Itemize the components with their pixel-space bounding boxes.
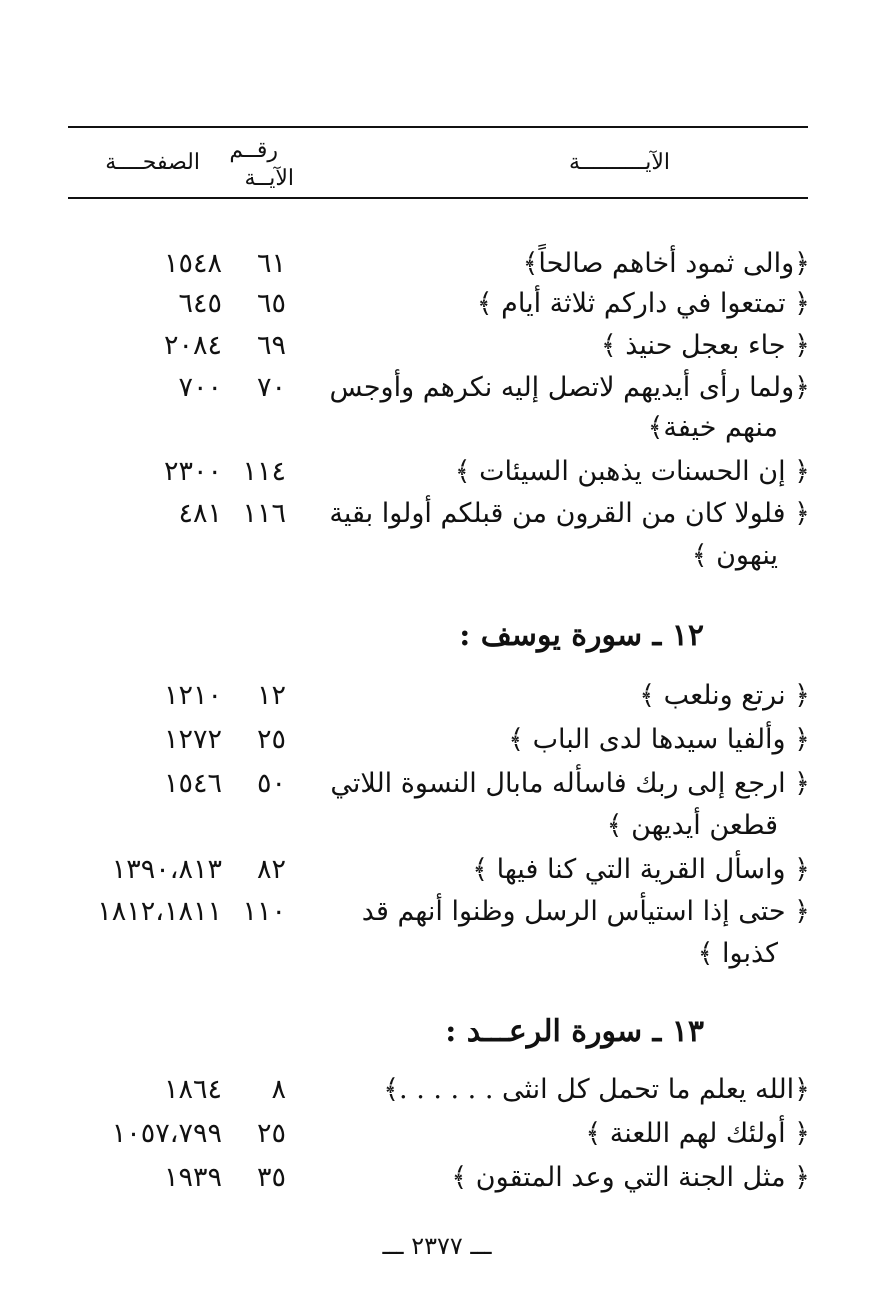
page-number: ٢٠٨٤ <box>163 330 222 361</box>
header-ayah-top: رقــم <box>229 138 278 163</box>
table-row <box>0 806 874 846</box>
table-row <box>0 1070 874 1110</box>
table-row <box>0 892 874 932</box>
top-rule <box>68 126 808 128</box>
ayah-number: ١١٤ <box>242 456 286 487</box>
verse-text-continuation: منهم خيفة﴾ <box>647 412 778 443</box>
verse-text: ﴿ واسأل القرية التي كنا فيها ﴾ <box>472 854 810 885</box>
header-verse: الآيــــــــــة <box>568 150 670 175</box>
ayah-number: ٨ <box>271 1074 286 1105</box>
table-row <box>0 850 874 890</box>
page-number: ١٩٣٩ <box>163 1162 222 1193</box>
table-row <box>0 368 874 408</box>
table-row <box>0 494 874 534</box>
table-row <box>0 284 874 324</box>
verse-text: ﴿ حتى إذا استيأس الرسل وظنوا أنهم قد <box>361 896 810 927</box>
ayah-number: ٢٥ <box>256 724 286 755</box>
table-row <box>0 720 874 760</box>
verse-text: ﴿والى ثمود أخاهم صالحاً﴾ <box>522 248 810 279</box>
ayah-number: ٥٠ <box>256 768 286 799</box>
ayah-number: ١١٦ <box>242 498 286 529</box>
page-number: ١٢١٠ <box>163 680 222 711</box>
ayah-number: ٢٥ <box>256 1118 286 1149</box>
verse-text: ﴿ولما رأى أيديهم لاتصل إليه نكرهم وأوجس <box>329 372 810 403</box>
ayah-number: ٦٩ <box>256 330 286 361</box>
ayah-number: ٦٥ <box>256 288 286 319</box>
surah-heading: ١٢ ـ سورة يوسف : <box>459 618 704 653</box>
verse-text-continuation: قطعن أيديهن ﴾ <box>606 810 778 841</box>
page-number: ٤٨١ <box>178 498 222 529</box>
verse-text: ﴿ إن الحسنات يذهبن السيئات ﴾ <box>454 456 810 487</box>
verse-text: ﴿ أولئك لهم اللعنة ﴾ <box>585 1118 810 1149</box>
page-number: ١٥٤٨ <box>163 248 222 279</box>
header-bottom-rule <box>68 197 808 199</box>
ayah-number: ١١٠ <box>242 896 286 927</box>
page-number: ١٣٩٠،٨١٣ <box>111 854 222 885</box>
page-number: ١٨٦٤ <box>163 1074 222 1105</box>
verse-text-continuation: كذبوا ﴾ <box>697 938 778 969</box>
table-row <box>0 326 874 366</box>
table-row <box>0 452 874 492</box>
page-number-footer: ـــ ٢٣٧٧ ـــ <box>382 1232 492 1260</box>
ayah-number: ٨٢ <box>256 854 286 885</box>
surah-heading: ١٣ ـ سورة الرعـــد : <box>445 1014 704 1049</box>
verse-text: ﴿ وألفيا سيدها لدى الباب ﴾ <box>508 724 810 755</box>
page-number: ٦٤٥ <box>178 288 222 319</box>
verse-text: ﴿الله يعلم ما تحمل كل انثى . . . . . .﴾ <box>383 1074 810 1105</box>
table-row <box>0 244 874 284</box>
page-number: ١٥٤٦ <box>163 768 222 799</box>
ayah-number: ٦١ <box>256 248 286 279</box>
page-number: ١٢٧٢ <box>163 724 222 755</box>
page-number: ١٠٥٧،٧٩٩ <box>111 1118 222 1149</box>
header-ayah-bottom: الآيــة <box>244 166 294 191</box>
table-row <box>0 1158 874 1198</box>
verse-text: ﴿ تمتعوا في داركم ثلاثة أيام ﴾ <box>476 288 810 319</box>
table-row <box>0 764 874 804</box>
verse-text-continuation: ينهون ﴾ <box>691 540 778 571</box>
verse-text: ﴿ ارجع إلى ربك فاسأله مابال النسوة اللاتي <box>330 768 810 799</box>
table-row <box>0 676 874 716</box>
header-page: الصفحــــة <box>105 150 200 175</box>
verse-text: ﴿ مثل الجنة التي وعد المتقون ﴾ <box>451 1162 810 1193</box>
table-row <box>0 1114 874 1154</box>
verse-text: ﴿ فلولا كان من القرون من قبلكم أولوا بقية <box>329 498 810 529</box>
verse-text: ﴿ نرتع ونلعب ﴾ <box>639 680 810 711</box>
page-number: ١٨١٢،١٨١١ <box>97 896 222 927</box>
table-row <box>0 934 874 974</box>
ayah-number: ٣٥ <box>256 1162 286 1193</box>
ayah-number: ٧٠ <box>256 372 286 403</box>
table-row <box>0 408 874 448</box>
page-number: ٧٠٠ <box>178 372 222 403</box>
page-number: ٢٣٠٠ <box>163 456 222 487</box>
table-row <box>0 536 874 576</box>
ayah-number: ١٢ <box>256 680 286 711</box>
verse-text: ﴿ جاء بعجل حنيذ ﴾ <box>600 330 810 361</box>
